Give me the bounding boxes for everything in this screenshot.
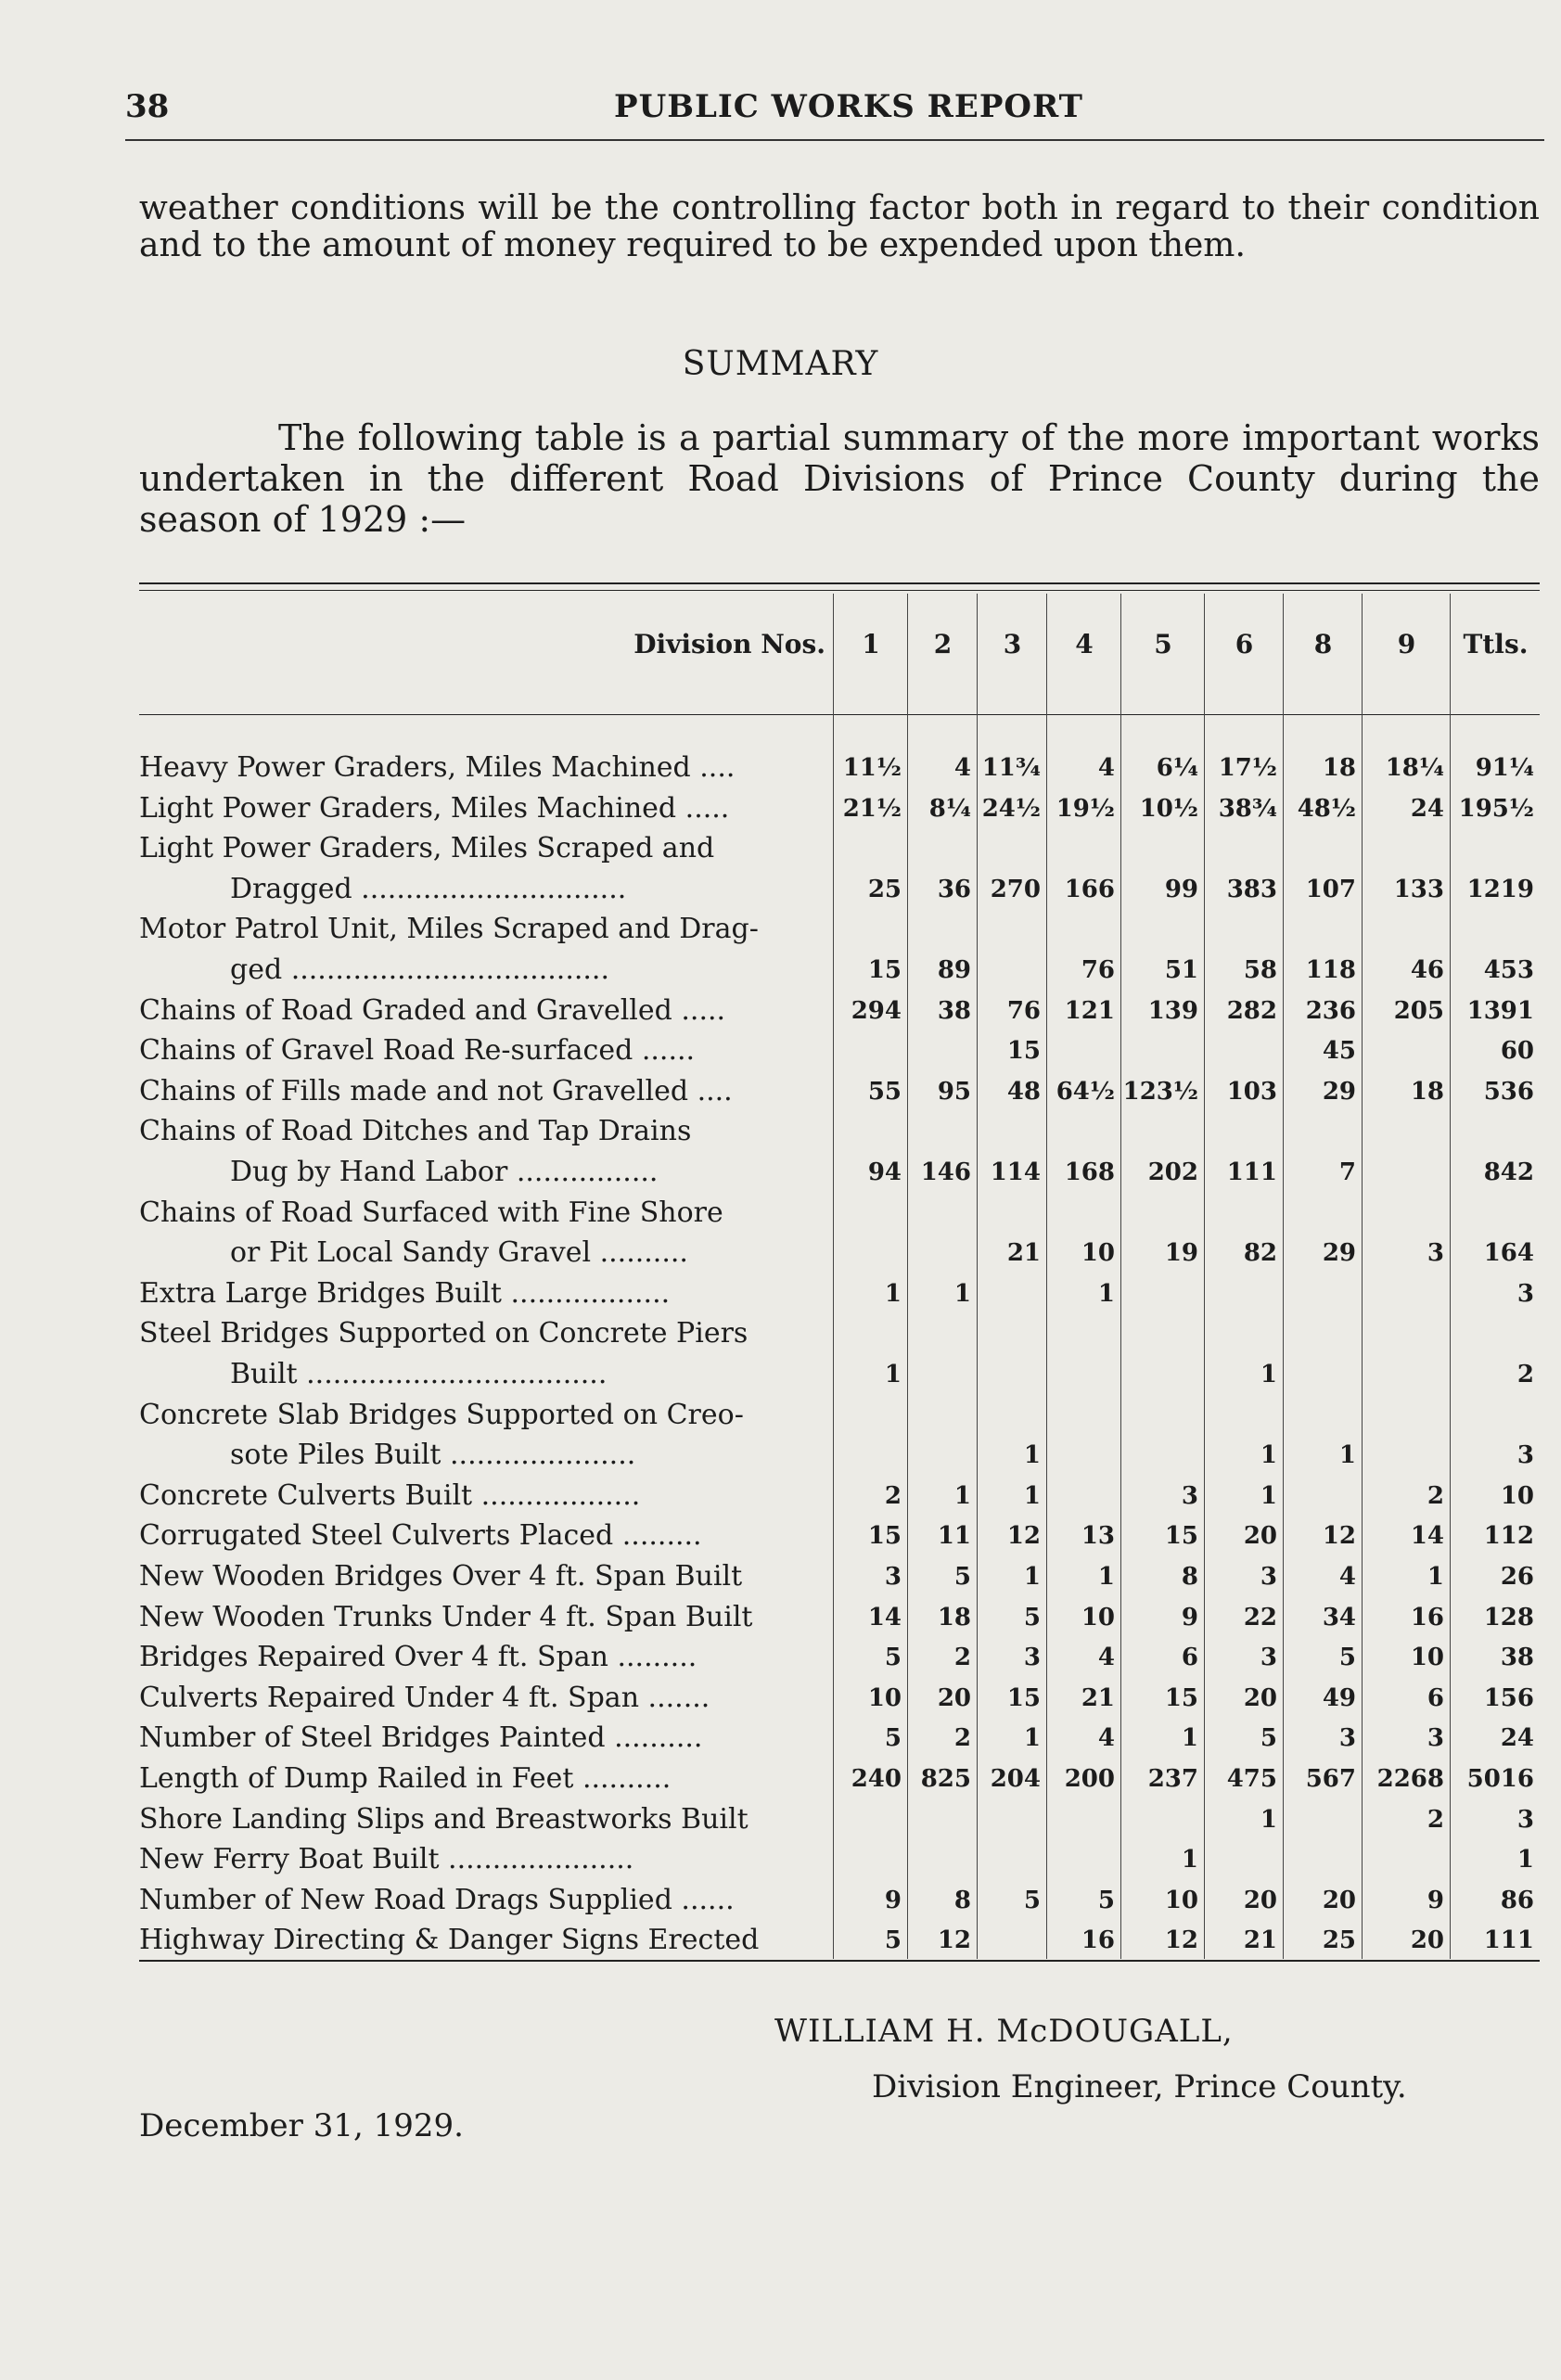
table-cell: 11½ bbox=[842, 754, 902, 782]
column-divider bbox=[977, 594, 978, 1959]
table-cell: 2 bbox=[953, 1724, 971, 1753]
table-cell: 1 bbox=[1427, 1563, 1444, 1591]
table-cell: 29 bbox=[1322, 1077, 1356, 1106]
table-cell: 1 bbox=[1097, 1279, 1115, 1308]
row-label: New Wooden Trunks Under 4 ft. Span Built bbox=[139, 1600, 753, 1633]
table-cell: 48 bbox=[1006, 1077, 1041, 1106]
table-cell: 475 bbox=[1226, 1765, 1277, 1793]
table-cell: 24 bbox=[1500, 1724, 1534, 1753]
table-cell: 282 bbox=[1226, 996, 1277, 1025]
table-cell: 64½ bbox=[1056, 1077, 1115, 1106]
table-cell: 146 bbox=[920, 1158, 971, 1186]
row-label: Corrugated Steel Culverts Placed ......... bbox=[139, 1519, 702, 1553]
running-title: PUBLIC WORKS REPORT bbox=[614, 88, 1083, 125]
table-cell: 16 bbox=[1081, 1926, 1115, 1955]
table-cell: 3 bbox=[1181, 1481, 1198, 1510]
table-cell: 3 bbox=[1260, 1644, 1277, 1672]
table-header-rule bbox=[139, 714, 1540, 715]
column-header: 9 bbox=[1397, 629, 1416, 659]
table-cell: 51 bbox=[1164, 956, 1198, 984]
table-top-rule-thin bbox=[139, 590, 1540, 591]
table-cell: 5 bbox=[884, 1926, 902, 1955]
table-cell: 2 bbox=[953, 1644, 971, 1672]
table-cell: 195½ bbox=[1458, 794, 1534, 823]
table-cell: 16 bbox=[1410, 1603, 1444, 1631]
row-label: Heavy Power Graders, Miles Machined .... bbox=[139, 751, 736, 784]
table-cell: 4 bbox=[953, 754, 971, 782]
table-cell: 5 bbox=[884, 1644, 902, 1672]
table-cell: 205 bbox=[1393, 996, 1444, 1025]
table-cell: 58 bbox=[1243, 956, 1277, 984]
table-cell: 20 bbox=[1322, 1886, 1356, 1914]
table-cell: 14 bbox=[1410, 1522, 1444, 1551]
table-top-rule bbox=[139, 582, 1540, 584]
table-cell: 86 bbox=[1500, 1886, 1534, 1914]
intro-paragraph: weather conditions will be the controlling factor both in regard to their condition and to the amount of money required to be expended upon them. bbox=[139, 189, 1540, 264]
table-cell: 114 bbox=[990, 1158, 1041, 1186]
summary-heading: SUMMARY bbox=[682, 345, 879, 383]
table-cell: 168 bbox=[1064, 1158, 1115, 1186]
row-label: Number of New Road Drags Supplied ...... bbox=[139, 1883, 735, 1916]
table-cell: 5 bbox=[953, 1563, 971, 1591]
table-cell: 1 bbox=[1023, 1481, 1041, 1510]
table-cell: 3 bbox=[1023, 1644, 1041, 1672]
summary-paragraph: The following table is a partial summary of the more important works undertaken in the different Road Divisions of Prince County during the season of 1929 :— bbox=[139, 417, 1540, 540]
row-label: Culverts Repaired Under 4 ft. Span ....... bbox=[139, 1681, 710, 1714]
table-cell: 10 bbox=[1410, 1644, 1444, 1672]
table-cell: 21 bbox=[1081, 1683, 1115, 1712]
table-cell: 60 bbox=[1500, 1037, 1534, 1066]
row-label: New Wooden Bridges Over 4 ft. Span Built bbox=[139, 1560, 743, 1593]
column-divider bbox=[1450, 594, 1451, 1959]
row-label: or Pit Local Sandy Gravel .......... bbox=[230, 1236, 688, 1270]
table-cell: 270 bbox=[990, 875, 1041, 903]
table-cell: 76 bbox=[1081, 956, 1115, 984]
row-label: Light Power Graders, Miles Scraped and bbox=[139, 832, 715, 865]
table-cell: 128 bbox=[1483, 1603, 1534, 1631]
table-cell: 91¼ bbox=[1475, 754, 1534, 782]
row-label: Steel Bridges Supported on Concrete Piers bbox=[139, 1317, 749, 1350]
row-label: Concrete Slab Bridges Supported on Creo- bbox=[139, 1398, 744, 1431]
table-cell: 1 bbox=[884, 1361, 902, 1388]
row-label: New Ferry Boat Built ..................... bbox=[139, 1843, 634, 1876]
table-cell: 118 bbox=[1305, 956, 1356, 984]
table-cell: 38 bbox=[937, 996, 971, 1025]
table-cell: 18 bbox=[1410, 1077, 1444, 1106]
table-cell: 1 bbox=[1516, 1846, 1534, 1875]
row-label: ged .................................... bbox=[230, 953, 609, 986]
table-cell: 1 bbox=[1260, 1361, 1277, 1388]
table-cell: 3 bbox=[1260, 1563, 1277, 1591]
table-cell: 2 bbox=[1427, 1481, 1444, 1510]
table-cell: 536 bbox=[1483, 1077, 1534, 1106]
table-cell: 10 bbox=[1500, 1481, 1534, 1510]
table-cell: 1 bbox=[953, 1279, 971, 1308]
table-cell: 2 bbox=[1427, 1805, 1444, 1834]
table-cell: 55 bbox=[867, 1077, 902, 1106]
table-cell: 20 bbox=[1243, 1886, 1277, 1914]
row-label: Extra Large Bridges Built .................. bbox=[139, 1276, 671, 1310]
table-cell: 8 bbox=[1181, 1563, 1198, 1591]
table-cell: 1 bbox=[884, 1279, 902, 1308]
table-cell: 46 bbox=[1410, 956, 1444, 984]
table-cell: 10 bbox=[1081, 1603, 1115, 1631]
table-cell: 15 bbox=[1164, 1683, 1198, 1712]
column-header: Ttls. bbox=[1463, 629, 1529, 659]
table-cell: 6 bbox=[1427, 1683, 1444, 1712]
column-header: 2 bbox=[933, 629, 953, 659]
table-cell: 1 bbox=[1338, 1441, 1356, 1470]
row-label: Bridges Repaired Over 4 ft. Span ......... bbox=[139, 1641, 697, 1674]
table-cell: 139 bbox=[1147, 996, 1198, 1025]
table-cell: 294 bbox=[851, 996, 902, 1025]
row-label: Light Power Graders, Miles Machined ..... bbox=[139, 791, 730, 825]
table-cell: 3 bbox=[1427, 1724, 1444, 1753]
table-cell: 112 bbox=[1483, 1522, 1534, 1551]
column-header: 6 bbox=[1235, 629, 1254, 659]
table-cell: 1 bbox=[1181, 1724, 1198, 1753]
table-cell: 237 bbox=[1147, 1765, 1198, 1793]
table-cell: 4 bbox=[1097, 1644, 1115, 1672]
table-cell: 10 bbox=[1164, 1886, 1198, 1914]
table-cell: 200 bbox=[1064, 1765, 1115, 1793]
row-label: Chains of Gravel Road Re-surfaced ...... bbox=[139, 1034, 696, 1068]
table-cell: 13 bbox=[1081, 1522, 1115, 1551]
table-cell: 19½ bbox=[1056, 794, 1115, 823]
document-date: December 31, 1929. bbox=[139, 2107, 464, 2144]
table-cell: 19 bbox=[1164, 1239, 1198, 1268]
row-label: Shore Landing Slips and Breastworks Built bbox=[139, 1802, 749, 1836]
signature-title: Division Engineer, Prince County. bbox=[872, 2068, 1407, 2105]
column-divider bbox=[833, 594, 834, 1959]
table-cell: 156 bbox=[1483, 1683, 1534, 1712]
column-divider bbox=[907, 594, 908, 1959]
table-cell: 36 bbox=[937, 875, 971, 903]
row-label: Dug by Hand Labor ................ bbox=[230, 1156, 659, 1188]
row-label: Length of Dump Railed in Feet .......... bbox=[139, 1762, 672, 1795]
row-label: sote Piles Built ..................... bbox=[230, 1439, 636, 1472]
table-cell: 29 bbox=[1322, 1239, 1356, 1268]
table-cell: 18 bbox=[1322, 754, 1356, 782]
table-cell: 20 bbox=[1243, 1683, 1277, 1712]
table-cell: 1 bbox=[1023, 1441, 1041, 1470]
table-cell: 3 bbox=[1338, 1724, 1356, 1753]
table-cell: 1 bbox=[1260, 1805, 1277, 1834]
table-cell: 5 bbox=[1338, 1644, 1356, 1672]
table-cell: 2 bbox=[1516, 1361, 1534, 1388]
table-cell: 1 bbox=[1260, 1481, 1277, 1510]
table-cell: 38¾ bbox=[1218, 794, 1277, 823]
row-label: Dragged .............................. bbox=[230, 872, 627, 905]
table-cell: 11¾ bbox=[981, 754, 1041, 782]
table-cell: 383 bbox=[1226, 875, 1277, 903]
table-cell: 11 bbox=[937, 1522, 971, 1551]
table-cell: 4 bbox=[1338, 1563, 1356, 1591]
table-cell: 15 bbox=[1164, 1522, 1198, 1551]
table-cell: 1391 bbox=[1466, 996, 1534, 1025]
table-cell: 21 bbox=[1006, 1239, 1041, 1268]
table-cell: 89 bbox=[937, 956, 971, 984]
table-cell: 38 bbox=[1500, 1644, 1534, 1672]
table-cell: 121 bbox=[1064, 996, 1115, 1025]
column-divider bbox=[1120, 594, 1121, 1959]
table-cell: 5 bbox=[1023, 1886, 1041, 1914]
table-cell: 107 bbox=[1305, 875, 1356, 903]
table-cell: 236 bbox=[1305, 996, 1356, 1025]
table-cell: 133 bbox=[1393, 875, 1444, 903]
table-cell: 18¼ bbox=[1385, 754, 1444, 782]
table-cell: 1 bbox=[1023, 1724, 1041, 1753]
table-cell: 12 bbox=[1006, 1522, 1041, 1551]
table-cell: 82 bbox=[1243, 1239, 1277, 1268]
table-cell: 20 bbox=[1410, 1926, 1444, 1955]
table-cell: 4 bbox=[1097, 754, 1115, 782]
table-cell: 95 bbox=[937, 1077, 971, 1106]
table-cell: 9 bbox=[1181, 1603, 1198, 1631]
table-cell: 1219 bbox=[1466, 875, 1534, 903]
row-label: Chains of Road Surfaced with Fine Shore bbox=[139, 1196, 723, 1229]
column-header: 1 bbox=[862, 629, 880, 659]
row-label: Chains of Road Ditches and Tap Drains bbox=[139, 1115, 692, 1148]
table-cell: 15 bbox=[867, 956, 902, 984]
row-label: Built .................................. bbox=[230, 1358, 608, 1390]
row-label: Highway Directing & Danger Signs Erected bbox=[139, 1924, 760, 1957]
column-header: 3 bbox=[1003, 629, 1022, 659]
table-cell: 8 bbox=[953, 1886, 971, 1914]
table-cell: 5016 bbox=[1466, 1765, 1534, 1793]
table-cell: 14 bbox=[867, 1603, 902, 1631]
column-header: 5 bbox=[1154, 629, 1172, 659]
table-cell: 111 bbox=[1226, 1158, 1277, 1186]
table-cell: 825 bbox=[920, 1765, 971, 1793]
table-cell: 3 bbox=[884, 1563, 902, 1591]
table-cell: 45 bbox=[1322, 1037, 1356, 1066]
table-cell: 3 bbox=[1516, 1805, 1534, 1834]
row-label: Concrete Culverts Built .................. bbox=[139, 1478, 641, 1512]
column-header: 8 bbox=[1313, 629, 1333, 659]
table-cell: 10 bbox=[867, 1683, 902, 1712]
table-cell: 25 bbox=[867, 875, 902, 903]
table-cell: 5 bbox=[884, 1724, 902, 1753]
table-cell: 8¼ bbox=[928, 794, 971, 823]
table-cell: 20 bbox=[1243, 1522, 1277, 1551]
row-label: Chains of Road Graded and Gravelled ..... bbox=[139, 993, 726, 1027]
table-cell: 3 bbox=[1516, 1279, 1534, 1308]
column-divider bbox=[1283, 594, 1284, 1959]
table-cell: 15 bbox=[1006, 1683, 1041, 1712]
table-cell: 5 bbox=[1260, 1724, 1277, 1753]
table-cell: 10½ bbox=[1139, 794, 1198, 823]
table-cell: 9 bbox=[1427, 1886, 1444, 1914]
table-cell: 1 bbox=[1181, 1846, 1198, 1875]
table-cell: 76 bbox=[1006, 996, 1041, 1025]
table-cell: 5 bbox=[1097, 1886, 1115, 1914]
table-cell: 166 bbox=[1064, 875, 1115, 903]
table-cell: 25 bbox=[1322, 1926, 1356, 1955]
page-header bbox=[125, 88, 1544, 134]
header-rule bbox=[125, 139, 1544, 141]
table-cell: 18 bbox=[937, 1603, 971, 1631]
table-cell: 3 bbox=[1516, 1441, 1534, 1470]
table-cell: 15 bbox=[1006, 1037, 1041, 1066]
table-cell: 21 bbox=[1243, 1926, 1277, 1955]
table-cell: 34 bbox=[1322, 1603, 1356, 1631]
table-cell: 26 bbox=[1500, 1563, 1534, 1591]
table-cell: 2268 bbox=[1376, 1765, 1444, 1793]
table-cell: 12 bbox=[1164, 1926, 1198, 1955]
table-cell: 94 bbox=[867, 1158, 902, 1186]
table-cell: 17½ bbox=[1218, 754, 1277, 782]
column-header: 4 bbox=[1075, 629, 1094, 659]
table-cell: 1 bbox=[1260, 1441, 1277, 1470]
table-cell: 24½ bbox=[981, 794, 1041, 823]
table-cell: 204 bbox=[990, 1765, 1041, 1793]
table-cell: 1 bbox=[1097, 1563, 1115, 1591]
column-divider bbox=[1204, 594, 1205, 1959]
table-cell: 1 bbox=[1023, 1563, 1041, 1591]
table-cell: 842 bbox=[1483, 1158, 1534, 1186]
table-cell: 567 bbox=[1305, 1765, 1356, 1793]
table-cell: 20 bbox=[937, 1683, 971, 1712]
table-cell: 48½ bbox=[1297, 794, 1356, 823]
column-divider bbox=[1362, 594, 1363, 1959]
table-cell: 24 bbox=[1410, 794, 1444, 823]
row-label: Motor Patrol Unit, Miles Scraped and Drag- bbox=[139, 913, 759, 946]
row-label: Chains of Fills made and not Gravelled .... bbox=[139, 1074, 733, 1107]
table-cell: 4 bbox=[1097, 1724, 1115, 1753]
signature-name: WILLIAM H. McDOUGALL, bbox=[774, 2013, 1234, 2050]
table-cell: 111 bbox=[1483, 1926, 1534, 1955]
table-cell: 15 bbox=[867, 1522, 902, 1551]
table-cell: 22 bbox=[1243, 1603, 1277, 1631]
table-cell: 12 bbox=[937, 1926, 971, 1955]
table-cell: 9 bbox=[884, 1886, 902, 1914]
table-cell: 453 bbox=[1483, 956, 1534, 984]
table-cell: 3 bbox=[1427, 1239, 1444, 1268]
table-cell: 99 bbox=[1164, 875, 1198, 903]
table-cell: 6 bbox=[1181, 1644, 1198, 1672]
table-cell: 21½ bbox=[842, 794, 902, 823]
table-cell: 240 bbox=[851, 1765, 902, 1793]
table-cell: 12 bbox=[1322, 1522, 1356, 1551]
table-cell: 103 bbox=[1226, 1077, 1277, 1106]
page-number: 38 bbox=[125, 88, 170, 125]
row-label: Number of Steel Bridges Painted .......... bbox=[139, 1721, 703, 1755]
table-cell: 164 bbox=[1483, 1239, 1534, 1268]
table-cell: 10 bbox=[1081, 1239, 1115, 1268]
table-cell: 123½ bbox=[1122, 1077, 1198, 1106]
table-cell: 6¼ bbox=[1156, 754, 1198, 782]
table-cell: 7 bbox=[1338, 1158, 1356, 1186]
table-cell: 5 bbox=[1023, 1603, 1041, 1631]
column-divider bbox=[1046, 594, 1047, 1959]
table-cell: 49 bbox=[1322, 1683, 1356, 1712]
table-cell: 2 bbox=[884, 1481, 902, 1510]
table-cell: 1 bbox=[953, 1481, 971, 1510]
table-header-label: Division Nos. bbox=[633, 629, 825, 659]
table-cell: 202 bbox=[1147, 1158, 1198, 1186]
